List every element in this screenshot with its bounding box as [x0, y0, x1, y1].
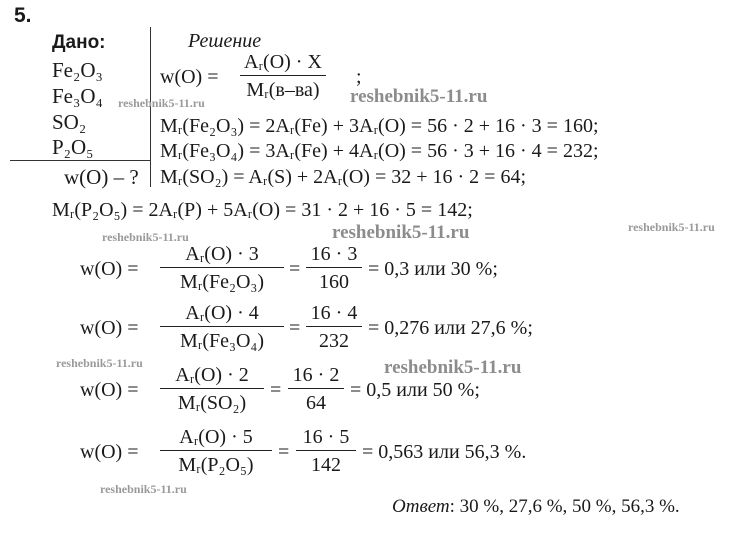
- calc-denominator: Mᵣ(Fe₂O₃): [179, 271, 265, 294]
- given-fe2o3: Fe₂O₃: [52, 58, 103, 82]
- formula-fraction: [240, 52, 326, 100]
- calc-denominator: Mᵣ(SO₂): [177, 392, 247, 415]
- calc-denominator: Mᵣ(P₂O₅): [178, 454, 254, 477]
- answer-label: Ответ: [392, 496, 450, 517]
- calc-lhs: w(O) =: [80, 258, 139, 280]
- calc-fraction-right: [296, 427, 356, 475]
- formula-end: ;: [356, 66, 362, 88]
- calc-result: = 0,276 или 27,6 %;: [368, 317, 533, 339]
- formula-denominator: Mᵣ(в–ва): [246, 79, 320, 102]
- watermark: reshebnik5-11.ru: [628, 220, 715, 234]
- calc-denominator: 160: [319, 271, 349, 294]
- calc-equals: =: [270, 379, 282, 401]
- mr-fe3o4: Mᵣ(Fe₃O₄) = 3Aᵣ(Fe) + 4Aᵣ(O) = 56 · 3 + 16 · 4 = 232;: [160, 140, 599, 162]
- calc-fraction-left: [160, 365, 264, 413]
- given-p2o5: P₂O₅: [52, 135, 94, 159]
- watermark: reshebnik5-11.ru: [384, 357, 522, 378]
- given-find: w(O) – ?: [64, 165, 139, 189]
- calc-fraction-left: [160, 427, 272, 475]
- watermark: reshebnik5-11.ru: [118, 96, 205, 110]
- answer-text: : 30 %, 27,6 %, 50 %, 56,3 %.: [449, 496, 680, 517]
- calc-lhs: w(O) =: [80, 317, 139, 339]
- calc-equals: =: [278, 441, 290, 463]
- given-fe3o4: Fe₃O₄: [52, 84, 103, 108]
- calc-fraction-right: [306, 244, 362, 292]
- given-title: Дано:: [52, 32, 106, 53]
- calc-numerator: 16 · 5: [302, 426, 350, 448]
- calc-lhs: w(O) =: [80, 441, 139, 463]
- calc-lhs: w(O) =: [80, 379, 139, 401]
- calc-result: = 0,563 или 56,3 %.: [362, 441, 527, 463]
- watermark: reshebnik5-11.ru: [332, 222, 470, 243]
- calc-equals: =: [289, 317, 301, 339]
- calc-denominator: 64: [306, 392, 326, 415]
- calc-fraction-left: [160, 303, 284, 351]
- calc-numerator: 16 · 4: [310, 302, 358, 324]
- given-divider-horizontal: [10, 160, 150, 161]
- calc-result: = 0,3 или 30 %;: [368, 258, 498, 280]
- calc-numerator: Aᵣ(O) · 4: [185, 302, 259, 324]
- calc-denominator: Mᵣ(Fe₃O₄): [179, 330, 265, 353]
- calc-result: = 0,5 или 50 %;: [350, 379, 480, 401]
- calc-fraction-right: [306, 303, 362, 351]
- given-so2: SO₂: [52, 110, 87, 134]
- watermark: reshebnik5-11.ru: [100, 482, 187, 496]
- answer: [392, 496, 680, 518]
- problem-number: 5.: [14, 4, 32, 27]
- calc-numerator: Aᵣ(O) · 3: [185, 243, 259, 265]
- formula-lhs: w(O) =: [160, 66, 219, 88]
- calc-denominator: 232: [319, 330, 349, 353]
- mr-p2o5: Mᵣ(P₂O₅) = 2Aᵣ(P) + 5Aᵣ(O) = 31 · 2 + 16 · 5 = 142;: [52, 199, 473, 221]
- calc-numerator: 16 · 2: [292, 364, 340, 386]
- watermark: reshebnik5-11.ru: [102, 230, 189, 244]
- calc-equals: =: [289, 258, 301, 280]
- formula-numerator: Aᵣ(O) · X: [244, 51, 322, 73]
- calc-numerator: Aᵣ(O) · 5: [179, 426, 253, 448]
- solution-title: Решение: [188, 30, 262, 52]
- mr-fe2o3: Mᵣ(Fe₂O₃) = 2Aᵣ(Fe) + 3Aᵣ(O) = 56 · 2 + 16 · 3 = 160;: [160, 115, 599, 137]
- mr-so2: Mᵣ(SO₂) = Aᵣ(S) + 2Aᵣ(O) = 32 + 16 · 2 = 64;: [160, 166, 527, 188]
- calc-denominator: 142: [311, 454, 341, 477]
- calc-numerator: Aᵣ(O) · 2: [175, 364, 249, 386]
- watermark: reshebnik5-11.ru: [56, 356, 143, 370]
- calc-fraction-left: [160, 244, 284, 292]
- watermark: reshebnik5-11.ru: [350, 86, 488, 107]
- calc-fraction-right: [288, 365, 344, 413]
- calc-numerator: 16 · 3: [310, 243, 358, 265]
